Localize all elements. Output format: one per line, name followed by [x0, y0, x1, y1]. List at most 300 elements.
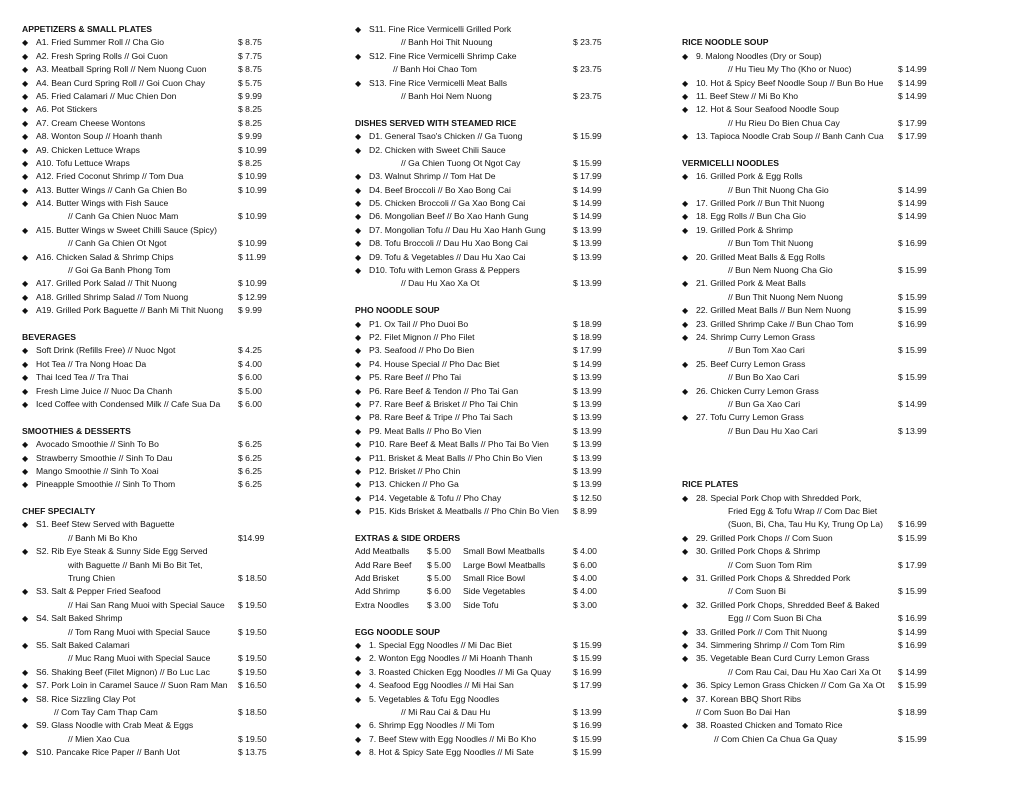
diamond-bullet-icon: ◆ — [22, 587, 29, 597]
menu-item-name: S2. Rib Eye Steak & Sunny Side Egg Served — [36, 546, 208, 557]
menu-item-translation: (Suon, Bi, Cha, Tau Hu Ky, Trung Op La) — [728, 519, 883, 530]
menu-item-name: 24. Shrimp Curry Lemon Grass — [696, 331, 815, 342]
menu-item — [682, 103, 972, 116]
section-heading: APPETIZERS & SMALL PLATES — [22, 24, 153, 34]
diamond-bullet-icon: ◆ — [22, 440, 29, 450]
menu-item — [682, 411, 972, 424]
diamond-bullet-icon: ◆ — [355, 212, 362, 222]
diamond-bullet-icon: ◆ — [22, 65, 29, 75]
menu-item — [355, 344, 665, 357]
menu-item-price: $ 19.50 — [238, 733, 267, 744]
menu-item-translation: // Bun Ga Xao Cari — [728, 398, 801, 409]
menu-item-name: S8. Rice Sizzling Clay Pot — [36, 693, 136, 704]
menu-item-subline — [22, 733, 322, 746]
menu-item-name: 37. Korean BBQ Short Ribs — [696, 693, 802, 704]
diamond-bullet-icon: ◆ — [682, 627, 689, 637]
menu-item-name: P8. Rare Beef & Tripe // Pho Tai Sach — [369, 412, 513, 423]
menu-item — [355, 77, 665, 90]
diamond-bullet-icon: ◆ — [22, 453, 29, 463]
menu-item — [682, 572, 972, 585]
menu-item — [22, 117, 322, 130]
diamond-bullet-icon: ◆ — [355, 440, 362, 450]
menu-item-name: 32. Grilled Pork Chops, Shredded Beef & Baked — [696, 599, 880, 610]
menu-item-subline — [22, 264, 322, 277]
menu-item-price: $ 13.99 — [573, 385, 602, 396]
diamond-bullet-icon: ◆ — [682, 359, 689, 369]
menu-item — [22, 465, 322, 478]
side-item-name: Small Rice Bowl — [463, 573, 526, 584]
menu-item-name: S5. Salt Baked Calamari — [36, 639, 130, 650]
menu-item — [355, 184, 665, 197]
menu-item-name: 38. Roasted Chicken and Tomato Rice — [696, 720, 843, 731]
spacer — [682, 23, 972, 36]
diamond-bullet-icon: ◆ — [682, 386, 689, 396]
menu-item-name: 22. Grilled Meat Balls // Bun Nem Nuong — [696, 305, 851, 316]
diamond-bullet-icon: ◆ — [355, 51, 362, 61]
menu-item-price: $ 19.50 — [238, 626, 267, 637]
diamond-bullet-icon: ◆ — [22, 386, 29, 396]
menu-item — [22, 103, 322, 116]
menu-item — [22, 197, 322, 210]
menu-item-price: $ 18.99 — [898, 706, 927, 717]
spacer — [22, 318, 322, 331]
spacer — [682, 438, 972, 451]
menu-item — [682, 358, 972, 371]
extra-item-name: Add Rare Beef — [355, 559, 412, 570]
menu-item-name: A6. Pot Stickers — [36, 104, 98, 115]
section-heading: PHO NOODLE SOUP — [355, 305, 440, 316]
menu-item-subline — [682, 518, 972, 531]
section-heading: RICE PLATES — [682, 479, 739, 490]
diamond-bullet-icon: ◆ — [682, 413, 689, 423]
menu-item-subline — [682, 344, 972, 357]
menu-item-name: 25. Beef Curry Lemon Grass — [696, 358, 806, 369]
menu-item-price: $ 6.25 — [238, 439, 262, 450]
menu-item-price: $ 16.99 — [898, 639, 927, 650]
menu-item-price: $ 14.99 — [573, 211, 602, 222]
side-item-price: $ 4.00 — [573, 586, 597, 597]
menu-item-price: $ 19.50 — [238, 599, 267, 610]
menu-item-price: $ 14.99 — [573, 184, 602, 195]
menu-item-name: P12. Brisket // Pho Chin — [369, 465, 461, 476]
menu-item-name: D7. Mongolian Tofu // Dau Hu Xao Hanh Gung — [369, 224, 546, 235]
diamond-bullet-icon: ◆ — [22, 681, 29, 691]
menu-item-price: $ 15.99 — [898, 305, 927, 316]
menu-item-price: $ 19.50 — [238, 653, 267, 664]
menu-item-price: $ 13.99 — [573, 251, 602, 262]
menu-item-name: 23. Grilled Shrimp Cake // Bun Chao Tom — [696, 318, 854, 329]
menu-item-name: S1. Beef Stew Served with Baguette — [36, 519, 175, 530]
menu-item-price: $ 15.99 — [898, 532, 927, 543]
menu-item-subline — [22, 210, 322, 223]
menu-item-price: $ 15.99 — [573, 733, 602, 744]
diamond-bullet-icon: ◆ — [355, 332, 362, 342]
menu-item-name: Pineapple Smoothie // Sinh To Thom — [36, 479, 176, 490]
menu-item-translation: // Goi Ga Banh Phong Tom — [68, 265, 171, 276]
extras-row — [355, 572, 665, 585]
spacer — [22, 492, 322, 505]
menu-item-price: $ 16.50 — [238, 680, 267, 691]
menu-item-name: 31. Grilled Pork Chops & Shredded Pork — [696, 573, 851, 584]
menu-item-name: A12. Fried Coconut Shrimp // Tom Dua — [36, 171, 184, 182]
menu-item-name: 7. Beef Stew with Egg Noodles // Mi Bo Kho — [369, 733, 537, 744]
menu-item — [22, 478, 322, 491]
menu-item-name: 18. Egg Rolls // Bun Cha Gio — [696, 211, 806, 222]
menu-item-subline — [682, 505, 972, 518]
menu-item — [22, 170, 322, 183]
menu-item-name: P11. Brisket & Meat Balls // Pho Chin Bo Vien — [369, 452, 543, 463]
menu-item-name: P15. Kids Brisket & Meatballs // Pho Chin Bo Vien — [369, 506, 559, 517]
menu-item-price: $ 17.99 — [573, 171, 602, 182]
menu-item — [355, 465, 665, 478]
menu-item — [682, 492, 972, 505]
menu-item-name: A8. Wonton Soup // Hoanh thanh — [36, 131, 162, 142]
menu-item — [22, 746, 322, 759]
menu-item — [682, 385, 972, 398]
extras-row — [355, 599, 665, 612]
section-heading: CHEF SPECIALTY — [22, 506, 96, 517]
menu-item — [22, 77, 322, 90]
diamond-bullet-icon: ◆ — [355, 25, 362, 34]
menu-item-translation: // Mien Xao Cua — [68, 733, 130, 744]
diamond-bullet-icon: ◆ — [355, 413, 362, 423]
menu-item-translation: // Bun Tom Thit Nuong — [728, 238, 814, 249]
diamond-bullet-icon: ◆ — [682, 721, 689, 731]
diamond-bullet-icon: ◆ — [355, 172, 362, 182]
menu-item-name: 16. Grilled Pork & Egg Rolls — [696, 171, 803, 182]
diamond-bullet-icon: ◆ — [682, 319, 689, 329]
menu-item-price: $ 15.99 — [898, 372, 927, 383]
menu-item-translation: // Com Tay Cam Thap Cam — [54, 706, 158, 717]
menu-item-price: $ 15.99 — [898, 291, 927, 302]
menu-item-price: $ 11.99 — [238, 251, 267, 262]
menu-item — [355, 679, 665, 692]
menu-item-price: $ 14.99 — [898, 211, 927, 222]
menu-item-price: $ 15.99 — [573, 653, 602, 664]
menu-item — [682, 626, 972, 639]
section-heading: SMOOTHIES & DESSERTS — [22, 425, 131, 436]
menu-item-name: Thai Iced Tea // Tra Thai — [36, 372, 129, 383]
diamond-bullet-icon: ◆ — [355, 78, 362, 88]
extra-item-price: $ 5.00 — [427, 559, 451, 570]
menu-item-price: $ 18.99 — [573, 318, 602, 329]
extra-item-name: Add Meatballs — [355, 546, 410, 557]
menu-item-name: P1. Ox Tail // Pho Duoi Bo — [369, 318, 469, 329]
spacer — [355, 518, 665, 531]
diamond-bullet-icon: ◆ — [355, 346, 362, 356]
diamond-bullet-icon: ◆ — [355, 185, 362, 195]
menu-item-price: $ 23.75 — [573, 37, 602, 48]
menu-item — [355, 331, 665, 344]
menu-item — [22, 251, 322, 264]
menu-item-price: $ 16.99 — [898, 318, 927, 329]
menu-item-subline — [682, 425, 972, 438]
menu-item — [682, 599, 972, 612]
extras-row — [355, 559, 665, 572]
menu-item-name: 21. Grilled Pork & Meat Balls — [696, 278, 806, 289]
menu-item-name: 12. Hot & Sour Seafood Noodle Soup — [696, 104, 839, 115]
diamond-bullet-icon: ◆ — [355, 640, 362, 650]
section-heading: VERMICELLI NOODLES — [682, 157, 779, 168]
menu-item-subline — [22, 599, 322, 612]
diamond-bullet-icon: ◆ — [22, 399, 29, 409]
menu-item-name: P10. Rare Beef & Meat Balls // Pho Tai Bo Vien — [369, 439, 549, 450]
menu-item-name: Iced Coffee with Condensed Milk // Cafe Sua Da — [36, 398, 221, 409]
menu-item-name: P2. Filet Mignon // Pho Filet — [369, 331, 475, 342]
menu-item-name: A17. Grilled Pork Salad // Thit Nuong — [36, 278, 177, 289]
menu-item-price: $ 14.99 — [898, 198, 927, 209]
menu-item-subline — [22, 572, 322, 585]
menu-item-translation: with Baguette // Banh Mi Bo Bit Tet, — [68, 559, 203, 570]
menu-item-name: S10. Pancake Rice Paper // Banh Uot — [36, 747, 180, 758]
menu-item-translation: // Banh Hoi Nem Nuong — [401, 90, 492, 101]
menu-item — [355, 639, 665, 652]
menu-item-translation: // Dau Hu Xao Xa Ot — [401, 278, 480, 289]
menu-item — [355, 318, 665, 331]
menu-item-price: $ 14.99 — [898, 398, 927, 409]
menu-item-name: Soft Drink (Refills Free) // Nuoc Ngot — [36, 345, 176, 356]
diamond-bullet-icon: ◆ — [22, 145, 29, 155]
menu-column-left — [22, 23, 322, 759]
diamond-bullet-icon: ◆ — [22, 694, 29, 704]
menu-item-translation: // Hai San Rang Muoi with Special Sauce — [68, 599, 225, 610]
spacer — [355, 612, 665, 625]
diamond-bullet-icon: ◆ — [682, 212, 689, 222]
menu-item — [22, 639, 322, 652]
diamond-bullet-icon: ◆ — [22, 132, 29, 142]
extra-item-price: $ 6.00 — [427, 586, 451, 597]
side-item-price: $ 3.00 — [573, 599, 597, 610]
menu-item-subline — [682, 733, 972, 746]
menu-item-name: A2. Fresh Spring Rolls // Goi Cuon — [36, 50, 168, 61]
menu-item-subline — [22, 706, 322, 719]
menu-item — [355, 23, 665, 36]
menu-item-name: S11. Fine Rice Vermicelli Grilled Pork — [369, 24, 512, 34]
menu-item-name: 17. Grilled Pork // Bun Thit Nuong — [696, 198, 825, 209]
menu-item — [682, 693, 972, 706]
menu-item-name: 4. Seafood Egg Noodles // Mi Hai San — [369, 680, 514, 691]
menu-item-price: $ 10.99 — [238, 278, 267, 289]
menu-item — [355, 719, 665, 732]
diamond-bullet-icon: ◆ — [682, 225, 689, 235]
menu-item-price: $ 8.25 — [238, 117, 262, 128]
menu-item-price: $ 6.25 — [238, 479, 262, 490]
extras-row — [355, 545, 665, 558]
menu-item — [682, 197, 972, 210]
diamond-bullet-icon: ◆ — [355, 507, 362, 517]
menu-item-price: $ 13.99 — [573, 439, 602, 450]
menu-item-name: 20. Grilled Meat Balls & Egg Rolls — [696, 251, 825, 262]
menu-item-name: D3. Walnut Shrimp // Tom Hat De — [369, 171, 496, 182]
diamond-bullet-icon: ◆ — [22, 225, 29, 235]
diamond-bullet-icon: ◆ — [22, 667, 29, 677]
menu-item-translation: Fried Egg & Tofu Wrap // Com Dac Biet — [728, 506, 878, 517]
menu-item-name: D2. Chicken with Sweet Chili Sauce — [369, 144, 506, 155]
menu-item-price: $ 8.75 — [238, 64, 262, 75]
menu-item — [682, 545, 972, 558]
menu-item-subline — [355, 90, 665, 103]
menu-item — [22, 398, 322, 411]
menu-item-translation: // Banh Hoi Thit Nuoung — [401, 37, 493, 48]
section-heading: BEVERAGES — [22, 331, 76, 342]
menu-item — [22, 438, 322, 451]
menu-item-price: $ 14.99 — [898, 77, 927, 88]
menu-item-price: $ 13.99 — [573, 224, 602, 235]
menu-item-price: $ 13.99 — [573, 238, 602, 249]
diamond-bullet-icon: ◆ — [682, 132, 689, 142]
menu-item-translation: // Mi Rau Cai & Dau Hu — [401, 706, 491, 717]
menu-item — [22, 693, 322, 706]
diamond-bullet-icon: ◆ — [22, 91, 29, 101]
menu-item-name: D5. Chicken Broccoli // Ga Xao Bong Cai — [369, 198, 526, 209]
menu-item-name: P6. Rare Beef & Tendon // Pho Tai Gan — [369, 385, 519, 396]
menu-item-name: D1. General Tsao's Chicken // Ga Tuong — [369, 131, 523, 142]
menu-item — [22, 679, 322, 692]
menu-item-price: $ 14.99 — [573, 198, 602, 209]
menu-item-subline — [22, 559, 322, 572]
menu-item-name: P5. Rare Beef // Pho Tai — [369, 372, 462, 383]
menu-item — [682, 304, 972, 317]
diamond-bullet-icon: ◆ — [682, 533, 689, 543]
menu-item-price: $ 18.50 — [238, 706, 267, 717]
menu-item-name: 11. Beef Stew // Mi Bo Kho — [696, 90, 799, 101]
diamond-bullet-icon: ◆ — [355, 252, 362, 262]
menu-item — [682, 77, 972, 90]
menu-item-translation: // Canh Ga Chien Nuoc Mam — [68, 211, 179, 222]
side-item-name: Small Bowl Meatballs — [463, 546, 545, 557]
menu-item-name: 10. Hot & Spicy Beef Noodle Soup // Bun Bo Hue — [696, 77, 884, 88]
menu-item-name: A3. Meatball Spring Roll // Nem Nuong Cuon — [36, 64, 207, 75]
menu-item-translation: // Hu Rieu Do Bien Chua Cay — [728, 117, 840, 128]
menu-item — [22, 90, 322, 103]
menu-item-price: $ 8.25 — [238, 157, 262, 168]
diamond-bullet-icon: ◆ — [22, 118, 29, 128]
diamond-bullet-icon: ◆ — [355, 145, 362, 155]
diamond-bullet-icon: ◆ — [682, 279, 689, 289]
menu-item-price: $ 15.99 — [898, 733, 927, 744]
diamond-bullet-icon: ◆ — [22, 185, 29, 195]
diamond-bullet-icon: ◆ — [682, 493, 689, 503]
menu-item-price: $ 14.99 — [898, 90, 927, 101]
menu-item-price: $ 13.99 — [573, 372, 602, 383]
menu-item-price: $ 13.99 — [573, 425, 602, 436]
menu-item-subline — [682, 666, 972, 679]
menu-item-price: $ 15.99 — [573, 157, 602, 168]
menu-item — [22, 385, 322, 398]
menu-item-name: A16. Chicken Salad & Shrimp Chips — [36, 251, 174, 262]
diamond-bullet-icon: ◆ — [355, 399, 362, 409]
menu-item-subline — [355, 706, 665, 719]
menu-item-translation: // Muc Rang Muoi with Special Sauce — [68, 653, 211, 664]
menu-item-price: $ 17.99 — [898, 131, 927, 142]
diamond-bullet-icon: ◆ — [682, 91, 689, 101]
diamond-bullet-icon: ◆ — [682, 640, 689, 650]
menu-item — [22, 50, 322, 63]
menu-item — [355, 144, 665, 157]
menu-item-translation: // Tom Rang Muoi with Special Sauce — [68, 626, 211, 637]
menu-item-price: $ 10.99 — [238, 211, 267, 222]
menu-item-price: $ 13.99 — [573, 479, 602, 490]
menu-item — [682, 719, 972, 732]
menu-item-name: S9. Glass Noodle with Crab Meat & Eggs — [36, 720, 194, 731]
spacer — [355, 103, 665, 116]
diamond-bullet-icon: ◆ — [22, 480, 29, 490]
diamond-bullet-icon: ◆ — [682, 681, 689, 691]
side-item-price: $ 4.00 — [573, 546, 597, 557]
diamond-bullet-icon: ◆ — [22, 346, 29, 356]
menu-item — [682, 652, 972, 665]
diamond-bullet-icon: ◆ — [22, 721, 29, 731]
side-item-price: $ 6.00 — [573, 559, 597, 570]
menu-item-name: 27. Tofu Curry Lemon Grass — [696, 412, 804, 423]
diamond-bullet-icon: ◆ — [22, 520, 29, 530]
menu-item-translation: Egg // Com Suon Bi Cha — [728, 613, 822, 624]
menu-item-subline — [682, 63, 972, 76]
menu-item-name: A9. Chicken Lettuce Wraps — [36, 144, 140, 155]
menu-item-name: D8. Tofu Broccoli // Dau Hu Xao Bong Cai — [369, 238, 528, 249]
diamond-bullet-icon: ◆ — [682, 172, 689, 182]
diamond-bullet-icon: ◆ — [355, 239, 362, 249]
menu-item — [355, 438, 665, 451]
menu-item — [355, 452, 665, 465]
diamond-bullet-icon: ◆ — [682, 51, 689, 61]
menu-item-name: A4. Bean Curd Spring Roll // Goi Cuon Chay — [36, 77, 206, 88]
menu-item-price: $ 6.25 — [238, 465, 262, 476]
menu-item-name: P14. Vegetable & Tofu // Pho Chay — [369, 492, 502, 503]
menu-item — [355, 652, 665, 665]
menu-item-price: $ 6.00 — [238, 398, 262, 409]
menu-item-price: $ 8.99 — [573, 506, 597, 517]
diamond-bullet-icon: ◆ — [22, 51, 29, 61]
diamond-bullet-icon: ◆ — [22, 373, 29, 383]
menu-item-price: $ 5.00 — [238, 385, 262, 396]
menu-item — [355, 371, 665, 384]
menu-item-price: $ 16.99 — [573, 666, 602, 677]
menu-item — [22, 130, 322, 143]
extras-row — [355, 585, 665, 598]
menu-item — [355, 50, 665, 63]
menu-item-translation: // Com Rau Cai, Dau Hu Xao Cari Xa Ot — [728, 666, 881, 677]
menu-item-subline — [682, 371, 972, 384]
spacer — [682, 452, 972, 465]
diamond-bullet-icon: ◆ — [682, 694, 689, 704]
menu-item-name: 28. Special Pork Chop with Shredded Pork, — [696, 492, 862, 503]
menu-item — [355, 398, 665, 411]
menu-item-price: $ 16.99 — [573, 720, 602, 731]
menu-item-subline — [355, 36, 665, 49]
menu-item — [22, 585, 322, 598]
menu-item — [355, 130, 665, 143]
menu-item-name: P13. Chicken // Pho Ga — [369, 479, 459, 490]
diamond-bullet-icon: ◆ — [22, 359, 29, 369]
menu-item — [22, 612, 322, 625]
menu-item-translation: // Com Suon Tom Rim — [728, 559, 812, 570]
menu-item-price: $ 14.99 — [898, 626, 927, 637]
extra-item-name: Add Shrimp — [355, 586, 400, 597]
spacer — [682, 144, 972, 157]
diamond-bullet-icon: ◆ — [682, 332, 689, 342]
menu-item-name: D9. Tofu & Vegetables // Dau Hu Xao Cai — [369, 251, 526, 262]
diamond-bullet-icon: ◆ — [355, 426, 362, 436]
extra-item-price: $ 3.00 — [427, 599, 451, 610]
menu-item-name: Strawberry Smoothie // Sinh To Dau — [36, 452, 173, 463]
menu-item-price: $ 13.99 — [573, 398, 602, 409]
menu-item-name: A15. Butter Wings w Sweet Chilli Sauce (Spicy) — [36, 224, 218, 235]
menu-item — [682, 679, 972, 692]
menu-item-name: P3. Seafood // Pho Do Bien — [369, 345, 475, 356]
diamond-bullet-icon: ◆ — [355, 681, 362, 691]
diamond-bullet-icon: ◆ — [682, 252, 689, 262]
